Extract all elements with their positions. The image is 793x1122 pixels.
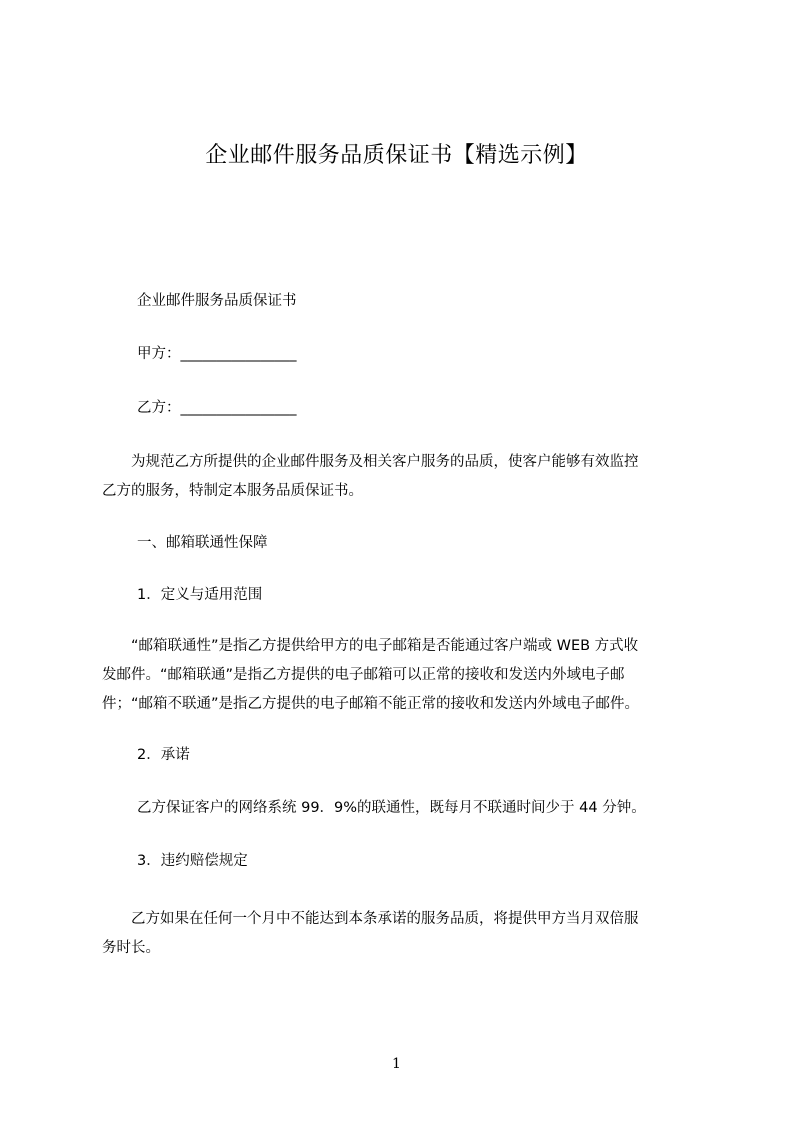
- item-3-heading: 3．违约赔偿规定: [137, 853, 248, 869]
- document-subtitle: 企业邮件服务品质保证书: [137, 293, 297, 309]
- item-3-line-1: 乙方如果在任何一个月中不能达到本条承诺的服务品质，将提供甲方当月双倍服: [102, 911, 639, 927]
- intro-line-2: 乙方的服务，特制定本服务品质保证书。: [102, 483, 363, 499]
- page-number: 1: [392, 1056, 401, 1072]
- item-1-line-3: 件；“邮箱不联通”是指乙方提供的电子邮箱不能正常的接收和发送内外域电子邮件。: [102, 696, 640, 712]
- item-1-heading: 1．定义与适用范围: [137, 587, 263, 603]
- item-1-paragraph: [102, 632, 702, 719]
- party-a-line: 甲方：________________: [137, 346, 297, 362]
- intro-paragraph: [102, 448, 702, 506]
- item-1-line-2: 发邮件。“邮箱联通”是指乙方提供的电子邮箱可以正常的接收和发送内外域电子邮: [102, 667, 625, 683]
- section-1-heading: 一、邮箱联通性保障: [137, 535, 268, 551]
- item-2-heading: 2．承诺: [137, 747, 190, 763]
- item-3-line-2: 务时长。: [102, 940, 160, 956]
- intro-line-1: 为规范乙方所提供的企业邮件服务及相关客户服务的品质，使客户能够有效监控: [102, 454, 639, 470]
- item-3-paragraph: [102, 905, 702, 963]
- item-2-paragraph: 乙方保证客户的网络系统 99．9%的联通性，既每月不联通时间少于 44 分钟。: [137, 800, 646, 816]
- item-1-line-1: “邮箱联通性”是指乙方提供给甲方的电子邮箱是否能通过客户端或 WEB 方式收: [102, 638, 639, 654]
- document-title: 企业邮件服务品质保证书【精选示例】: [205, 143, 588, 168]
- party-b-line: 乙方：________________: [137, 400, 297, 416]
